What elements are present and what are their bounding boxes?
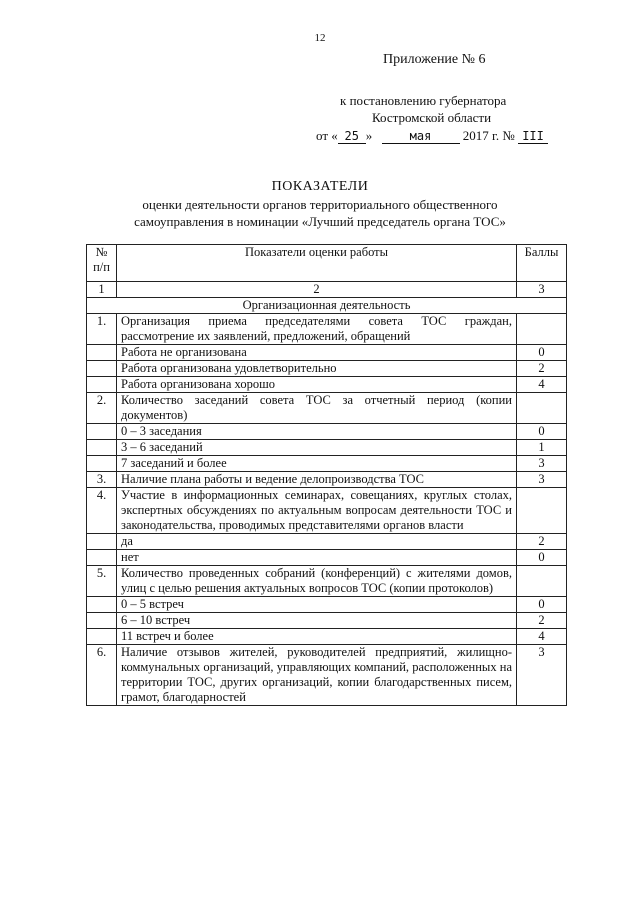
criterion-row (87, 566, 567, 597)
row-text: Работа организована удовлетворительно (117, 361, 517, 377)
option-row (87, 440, 567, 456)
row-text: Наличие плана работы и ведение делопроизводства ТОС (117, 472, 517, 488)
date-year: 2017 г. № (462, 128, 515, 143)
row-number: 6. (87, 645, 117, 706)
criterion-row (87, 488, 567, 534)
option-row (87, 534, 567, 550)
option-row (87, 629, 567, 645)
column-number-2: 2 (117, 282, 517, 298)
row-score: 0 (517, 597, 567, 613)
row-score: 0 (517, 345, 567, 361)
criterion-row (87, 645, 567, 706)
criterion-row (87, 314, 567, 345)
document-subtitle-line-2: самоуправления в номинации «Лучший председатель органа ТОС» (134, 214, 506, 229)
row-score (517, 566, 567, 597)
row-score (517, 488, 567, 534)
row-number (87, 597, 117, 613)
row-score: 2 (517, 613, 567, 629)
option-row (87, 456, 567, 472)
option-row (87, 361, 567, 377)
date-prefix: от « (316, 128, 338, 143)
row-score: 2 (517, 534, 567, 550)
row-text: Количество проведенных собраний (конференций) с жителями домов, улиц с целью решения актуальных вопросов ТОС (копии протоколов) (117, 566, 517, 597)
row-number: 4. (87, 488, 117, 534)
row-number (87, 456, 117, 472)
row-number (87, 534, 117, 550)
date-month: мая (382, 130, 460, 144)
row-score: 3 (517, 456, 567, 472)
row-score (517, 314, 567, 345)
row-number (87, 629, 117, 645)
row-score: 4 (517, 377, 567, 393)
row-text: 7 заседаний и более (117, 456, 517, 472)
row-text: 0 – 5 встреч (117, 597, 517, 613)
row-text: Количество заседаний совета ТОС за отчетный период (копии документов) (117, 393, 517, 424)
row-text: нет (117, 550, 517, 566)
criterion-row (87, 472, 567, 488)
row-number (87, 345, 117, 361)
option-row (87, 613, 567, 629)
date-day: 25 (338, 130, 366, 144)
section-title: Организационная деятельность (87, 298, 567, 314)
column-number-3: 3 (517, 282, 567, 298)
row-number: 2. (87, 393, 117, 424)
column-number-row (87, 282, 567, 298)
row-number: 5. (87, 566, 117, 597)
row-text: 6 – 10 встреч (117, 613, 517, 629)
row-number (87, 377, 117, 393)
row-number (87, 550, 117, 566)
document-title: ПОКАЗАТЕЛИ (271, 179, 369, 194)
row-score: 4 (517, 629, 567, 645)
option-row (87, 424, 567, 440)
option-row (87, 377, 567, 393)
row-text: Работа не организована (117, 345, 517, 361)
row-text: Наличие отзывов жителей, руководителей предприятий, жилищно-коммунальных организаций, управляющих компаний, расположенных на территории ТОС, других организаций, копии благодарственных писем, грамот, благодарностей (117, 645, 517, 706)
row-score: 0 (517, 550, 567, 566)
row-number (87, 424, 117, 440)
decree-number: III (518, 130, 548, 144)
row-text: Работа организована хорошо (117, 377, 517, 393)
date-quote-close: » (365, 128, 373, 143)
row-text: да (117, 534, 517, 550)
row-text: 11 встреч и более (117, 629, 517, 645)
header-indicator: Показатели оценки работы (117, 245, 517, 282)
row-text: 0 – 3 заседания (117, 424, 517, 440)
option-row (87, 597, 567, 613)
option-row (87, 550, 567, 566)
row-score: 2 (517, 361, 567, 377)
row-number (87, 361, 117, 377)
indicators-table-body (87, 245, 567, 706)
document-subtitle-line-1: оценки деятельности органов территориального общественного (142, 197, 498, 212)
criterion-row (87, 393, 567, 424)
option-row (87, 345, 567, 361)
header-score: Баллы (517, 245, 567, 282)
row-score: 0 (517, 424, 567, 440)
row-text: Организация приема председателями совета ТОС граждан, рассмотрение их заявлений, предложений, обращений (117, 314, 517, 345)
decree-date-line (316, 128, 548, 144)
row-score: 3 (517, 472, 567, 488)
row-score: 3 (517, 645, 567, 706)
table-header-row (87, 245, 567, 282)
row-text: Участие в информационных семинарах, совещаниях, круглых столах, экспертных обсуждениях по актуальным вопросам деятельности ТОС и законодательства, проводимых представителями органов власти (117, 488, 517, 534)
section-row (87, 298, 567, 314)
indicators-table (86, 244, 567, 706)
row-text: 3 – 6 заседаний (117, 440, 517, 456)
row-number (87, 440, 117, 456)
column-number-1: 1 (87, 282, 117, 298)
decree-reference: к постановлению губернатора (340, 93, 507, 108)
row-number: 3. (87, 472, 117, 488)
region-name: Костромской области (372, 110, 492, 125)
row-number: 1. (87, 314, 117, 345)
appendix-label: Приложение № 6 (383, 52, 486, 67)
page-number: 12 (314, 32, 326, 44)
row-number (87, 613, 117, 629)
row-score: 1 (517, 440, 567, 456)
header-number: № п/п (87, 245, 117, 282)
row-score (517, 393, 567, 424)
